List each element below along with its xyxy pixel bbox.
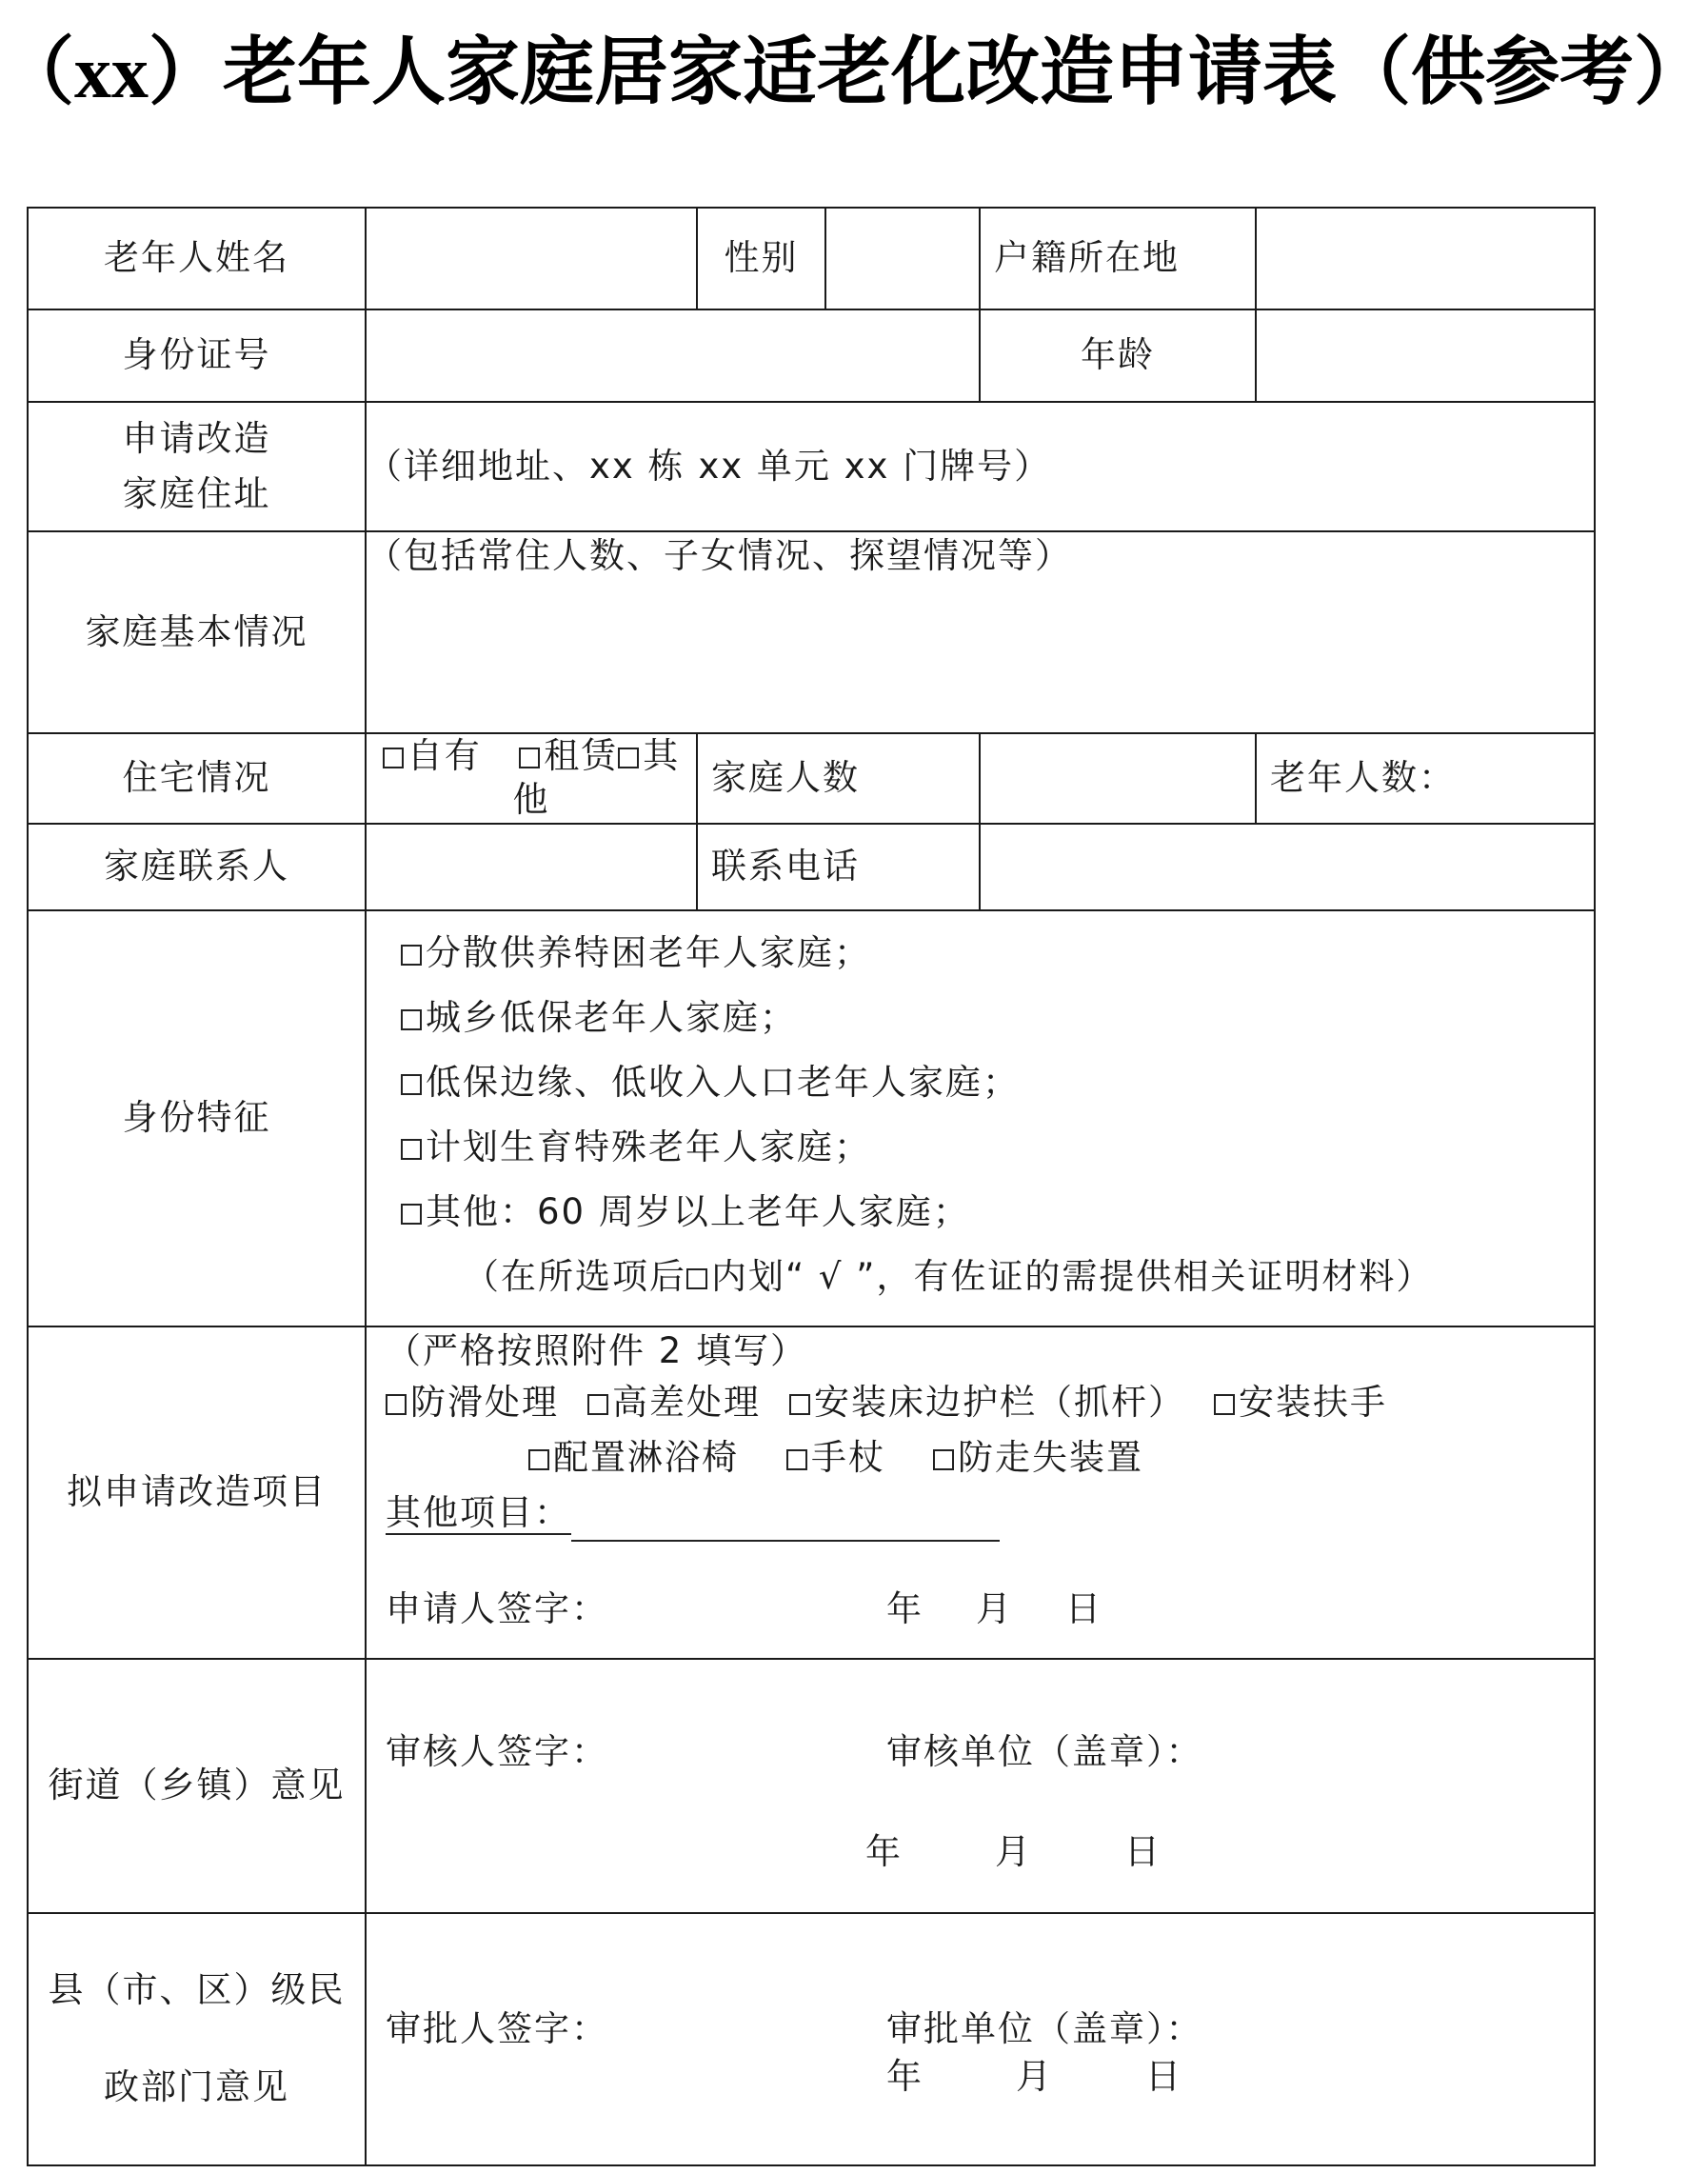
housing-options xyxy=(366,733,697,824)
county-opinion-label-line-1: 县（市、区）级民 xyxy=(48,1968,346,2010)
identity-checkbox-1[interactable] xyxy=(401,945,422,966)
project-label: 拟申请改造项目 xyxy=(28,1326,366,1659)
address-label-line-1: 申请改造 xyxy=(122,417,271,459)
anti-slip-option[interactable] xyxy=(386,1382,559,1423)
review-year: 年 xyxy=(865,1830,903,1872)
approver-sign-label[interactable]: 审批人签字： xyxy=(386,2007,608,2049)
anti-slip-checkbox[interactable] xyxy=(386,1394,407,1415)
title-text: 老年人家庭居家适老化改造申请表 xyxy=(223,29,1338,115)
phone-field[interactable] xyxy=(980,824,1595,910)
identity-option-4[interactable] xyxy=(401,1115,1594,1180)
gender-label: 性别 xyxy=(697,208,825,309)
approve-year: 年 xyxy=(886,2055,924,2097)
identity-checkbox-4[interactable] xyxy=(401,1139,422,1160)
id-number-field[interactable] xyxy=(366,309,980,402)
elder-name-label: 老年人姓名 xyxy=(28,208,366,309)
family-info-hint: （包括常住人数、子女情况、探望情况等） xyxy=(367,535,1072,576)
household-count-field[interactable] xyxy=(980,733,1256,824)
bed-rail-text: 安装床边护栏（抓杆） xyxy=(814,1381,1185,1423)
application-form xyxy=(27,207,1596,2166)
review-date-row xyxy=(386,1828,1594,1876)
page-title xyxy=(0,15,1708,130)
applicant-day: 日 xyxy=(1065,1587,1102,1629)
anti-lost-checkbox[interactable] xyxy=(933,1449,954,1470)
height-diff-checkbox[interactable] xyxy=(587,1394,608,1415)
cane-checkbox[interactable] xyxy=(786,1449,807,1470)
bed-rail-checkbox[interactable] xyxy=(789,1394,810,1415)
identity-label: 身份特征 xyxy=(28,910,366,1326)
identity-option-2[interactable] xyxy=(401,986,1594,1050)
family-contact-label: 家庭联系人 xyxy=(28,824,366,910)
reviewer-sign-row xyxy=(386,1728,1594,1776)
hukou-field[interactable] xyxy=(1256,208,1595,309)
cane-text: 手杖 xyxy=(811,1436,885,1478)
shower-chair-checkbox[interactable] xyxy=(528,1449,549,1470)
identity-options xyxy=(366,910,1595,1326)
id-number-label: 身份证号 xyxy=(28,309,366,402)
approve-month: 月 xyxy=(1016,2055,1053,2097)
identity-checkbox-2[interactable] xyxy=(401,1009,422,1030)
gender-field[interactable] xyxy=(825,208,980,309)
identity-note xyxy=(401,1245,1594,1309)
title-close-paren: ） xyxy=(149,29,224,115)
other-project-row xyxy=(386,1486,1594,1542)
applicant-year: 年 xyxy=(886,1587,924,1629)
project-options-line-1 xyxy=(386,1375,1594,1430)
own-checkbox[interactable] xyxy=(383,748,404,768)
note-box-icon xyxy=(686,1268,707,1289)
shower-chair-option[interactable] xyxy=(528,1437,739,1478)
address-hint: （详细地址、xx 栋 xx 单元 xx 门牌号） xyxy=(367,445,1052,487)
anti-lost-option[interactable] xyxy=(933,1437,1143,1478)
elder-name-field[interactable] xyxy=(366,208,697,309)
cane-option[interactable] xyxy=(786,1437,885,1478)
identity-option-5[interactable] xyxy=(401,1180,1594,1245)
rent-option-label: 租赁 xyxy=(544,735,619,776)
age-field[interactable] xyxy=(1256,309,1595,402)
reviewer-sign-label[interactable]: 审核人签字： xyxy=(386,1730,608,1772)
identity-checkbox-3[interactable] xyxy=(401,1074,422,1095)
project-options xyxy=(366,1326,1595,1659)
identity-option-4-text: 计划生育特殊老年人家庭； xyxy=(426,1126,871,1167)
approver-sign-row xyxy=(386,2005,1594,2053)
other-checkbox[interactable] xyxy=(618,748,639,768)
other-project-field[interactable] xyxy=(571,1511,1000,1542)
county-opinion-label-line-2: 政部门意见 xyxy=(104,2066,289,2107)
handrail-checkbox[interactable] xyxy=(1214,1394,1235,1415)
review-month: 月 xyxy=(995,1830,1032,1872)
street-opinion-field xyxy=(366,1659,1595,1913)
family-info-label: 家庭基本情况 xyxy=(28,531,366,733)
street-opinion-label: 街道（乡镇）意见 xyxy=(28,1659,366,1913)
height-diff-option[interactable] xyxy=(587,1382,761,1423)
title-xx: xx xyxy=(74,30,149,113)
address-label xyxy=(28,402,366,531)
approve-date-row xyxy=(386,2053,1594,2101)
family-contact-field[interactable] xyxy=(366,824,697,910)
other-option-label: 其他 xyxy=(512,735,681,821)
applicant-sign-row xyxy=(386,1586,1594,1633)
identity-checkbox-5[interactable] xyxy=(401,1204,422,1225)
applicant-month: 月 xyxy=(976,1587,1013,1629)
identity-note-mid: 内划 xyxy=(711,1255,785,1297)
project-options-line-2 xyxy=(386,1430,1594,1486)
identity-option-1[interactable] xyxy=(401,921,1594,986)
shower-chair-text: 配置淋浴椅 xyxy=(553,1436,739,1478)
county-opinion-field xyxy=(366,1913,1595,2165)
title-suffix: （供参考） xyxy=(1337,29,1708,115)
height-diff-text: 高差处理 xyxy=(612,1381,761,1423)
approve-day: 日 xyxy=(1145,2055,1182,2097)
identity-option-1-text: 分散供养特困老年人家庭； xyxy=(426,931,871,973)
identity-note-post: 有佐证的需提供相关证明材料） xyxy=(913,1255,1434,1297)
household-count-label: 家庭人数 xyxy=(697,733,980,824)
anti-lost-text: 防走失装置 xyxy=(958,1436,1143,1478)
approve-unit-label[interactable]: 审批单位（盖章）： xyxy=(886,2007,1203,2049)
identity-option-2-text: 城乡低保老年人家庭； xyxy=(426,996,797,1038)
applicant-sign-label[interactable]: 申请人签字： xyxy=(386,1587,608,1629)
identity-option-3-text: 低保边缘、低收入人口老年人家庭； xyxy=(426,1061,1020,1103)
family-info-field[interactable] xyxy=(366,531,1595,733)
other-project-label: 其他项目： xyxy=(386,1491,571,1533)
identity-option-3[interactable] xyxy=(401,1050,1594,1115)
review-day: 日 xyxy=(1124,1830,1162,1872)
handrail-option[interactable] xyxy=(1214,1382,1387,1423)
elder-count-label[interactable]: 老年人数： xyxy=(1256,733,1595,824)
age-label: 年龄 xyxy=(980,309,1256,402)
identity-option-5-text: 其他：60 周岁以上老年人家庭； xyxy=(426,1190,970,1232)
own-option-label: 自有 xyxy=(407,735,482,776)
review-unit-label[interactable]: 审核单位（盖章）： xyxy=(886,1730,1203,1772)
identity-note-pre: （在所选项后 xyxy=(464,1255,686,1297)
phone-label: 联系电话 xyxy=(697,824,980,910)
handrail-text: 安装扶手 xyxy=(1239,1381,1387,1423)
project-hint: （严格按照附件 2 填写） xyxy=(386,1329,808,1371)
bed-rail-option[interactable] xyxy=(789,1382,1185,1423)
hukou-label: 户籍所在地 xyxy=(980,208,1256,309)
housing-label: 住宅情况 xyxy=(28,733,366,824)
identity-note-tick: “ √ ”， xyxy=(785,1255,914,1297)
rent-checkbox[interactable] xyxy=(519,748,540,768)
county-opinion-label xyxy=(28,1913,366,2165)
address-label-line-2: 家庭住址 xyxy=(122,473,271,514)
address-field[interactable] xyxy=(366,402,1595,531)
title-open-paren: （ xyxy=(0,29,75,115)
anti-slip-text: 防滑处理 xyxy=(410,1381,559,1423)
